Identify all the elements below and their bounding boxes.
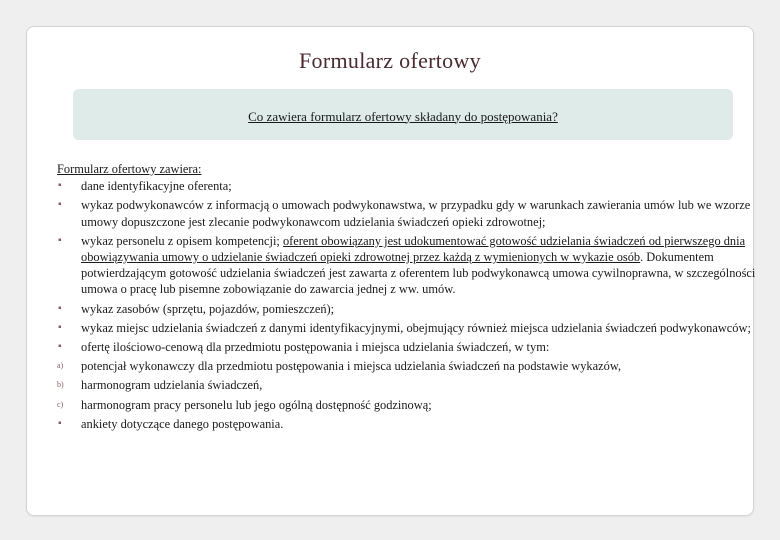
list-item — [57, 339, 757, 355]
sub-list-item — [57, 377, 757, 393]
slide — [26, 26, 754, 516]
list-item-text: dane identyfikacyjne oferenta; — [81, 179, 232, 194]
list-item-text: ankiety dotyczące danego postępowania. — [81, 416, 284, 431]
content-list — [57, 161, 757, 435]
bullet-icon: ▪ — [58, 302, 62, 314]
list-item-text: potencjał wykonawczy dla przedmiotu postępowania i miejsca udzielania świadczeń na podstawie wykazów, — [81, 359, 622, 374]
sub-list-item — [57, 358, 757, 374]
question-box — [73, 89, 733, 140]
bullet-icon: ▪ — [58, 341, 62, 353]
sub-item-marker: a) — [57, 361, 64, 371]
list-item — [57, 416, 757, 432]
list-item — [57, 178, 757, 194]
bullet-icon: ▪ — [58, 417, 62, 429]
list-item-text-after: . Dokumentem potwierdzającym gotowość udzielania świadczeń jest zawarta z oferentem lub podwykonawcą umowa cywilnoprawna, w szczególności umowa o pracę lub pisemne zobowiązanie do zawarcia jednej z ww. umów. — [81, 250, 756, 297]
list-item-text: wykaz zasobów (sprzętu, pojazdów, pomieszczeń); — [81, 301, 335, 316]
bullet-icon: ▪ — [58, 234, 62, 246]
list-item — [57, 233, 757, 298]
bullet-icon: ▪ — [58, 180, 62, 192]
list-item-underlined-text: oferent obowiązany jest udokumentować gotowość udzielania świadczeń od pierwszego dnia obowiązywania umowy o udzielanie świadczeń opieki zdrowotnej przez każdą z wymienionych w wykazie osób — [81, 233, 746, 265]
bullet-icon: ▪ — [58, 199, 62, 211]
sub-list-item — [57, 397, 757, 413]
list-item-text: wykaz miejsc udzielania świadczeń z danymi identyfikacyjnymi, obejmujący również miejsca udzielania świadczeń podwykonawców; — [81, 320, 751, 335]
list-item-text: harmonogram udzielania świadczeń, — [81, 378, 263, 393]
bullet-icon: ▪ — [58, 321, 62, 333]
list-item — [57, 301, 757, 317]
page-title: Formularz ofertowy — [299, 48, 481, 73]
question-text: Co zawiera formularz ofertowy składany do postępowania? — [248, 108, 558, 124]
sub-item-marker: b) — [57, 380, 64, 390]
list-item-text: ofertę ilościowo-cenową dla przedmiotu postępowania i miejsca udzielania świadczeń, w tym: — [81, 340, 550, 355]
list-item-text: wykaz podwykonawców z informacją o umowach podwykonawstwa, w przypadku gdy w warunkach zawierania umów lub we wzorze umowy dopuszczone jest zlecanie podwykonawcom udzielania świadczeń opieki zdrowotnej; — [81, 198, 751, 229]
list-item — [57, 197, 757, 229]
list-item-text: harmonogram pracy personelu lub jego ogólną dostępność godzinową; — [81, 397, 432, 412]
list-item — [57, 320, 757, 336]
sub-item-marker: c) — [57, 399, 64, 409]
list-item-text: wykaz personelu z opisem kompetencji; — [81, 233, 283, 248]
list-heading: Formularz ofertowy zawiera: — [57, 162, 202, 176]
